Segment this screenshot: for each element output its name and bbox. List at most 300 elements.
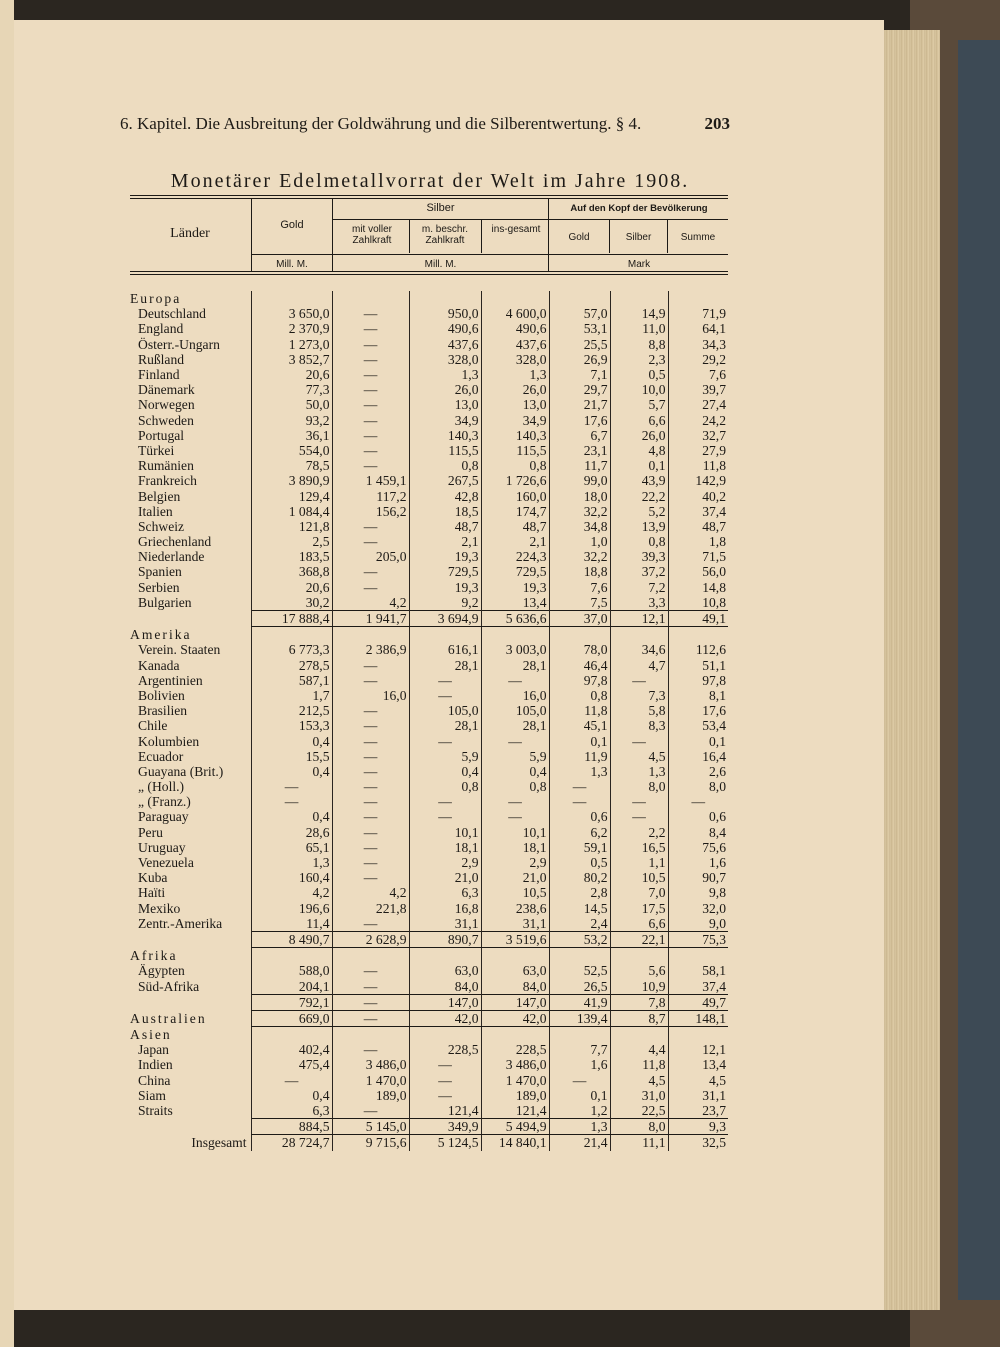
value-cell: 28 724,7 [251, 1135, 332, 1151]
value-cell: 32,2 [549, 549, 610, 564]
value-cell [332, 948, 409, 964]
value-cell: 0,5 [610, 367, 668, 382]
value-cell: — [332, 963, 409, 978]
running-head-text: 6. Kapitel. Die Ausbreitung der Goldwährung und die Silberentwertung. § 4. [120, 114, 642, 133]
running-head [120, 114, 730, 134]
value-cell: — [481, 673, 549, 688]
value-cell: — [549, 794, 610, 809]
country-name: Zentr.-Amerika [138, 916, 223, 932]
value-cell: 18,1 [481, 840, 549, 855]
table-row [130, 1057, 728, 1072]
header-silber: Silber [426, 202, 455, 214]
country-name: England [138, 321, 184, 337]
value-cell: 97,8 [549, 673, 610, 688]
table-row [130, 703, 728, 718]
country-name: Insgesamt [191, 1135, 247, 1151]
value-cell: 221,8 [332, 901, 409, 916]
value-cell: 4,4 [610, 1042, 668, 1057]
table-row [130, 840, 728, 855]
value-cell: 224,3 [481, 549, 549, 564]
value-cell [610, 291, 668, 306]
value-cell: — [332, 306, 409, 321]
table-row [130, 580, 728, 595]
value-cell: 28,6 [251, 825, 332, 840]
country-name: Bulgarien [138, 595, 192, 611]
header-kopf: Auf den Kopf der Bevölkerung [570, 203, 708, 214]
value-cell: 7,1 [549, 367, 610, 382]
value-cell: 37,2 [610, 564, 668, 579]
value-cell [481, 627, 549, 643]
value-cell: 8,7 [610, 1010, 668, 1026]
value-cell: 2,1 [409, 534, 481, 549]
value-cell [668, 1027, 728, 1043]
value-cell: 6,6 [610, 413, 668, 428]
value-cell: 14 840,1 [481, 1135, 549, 1151]
value-cell: — [481, 794, 549, 809]
value-cell: 5,7 [610, 397, 668, 412]
table-row [130, 397, 728, 412]
value-cell: 7,0 [610, 885, 668, 900]
table-row [130, 337, 728, 352]
country-name: Spanien [138, 564, 182, 580]
value-cell: 63,0 [481, 963, 549, 978]
value-cell: 18,1 [409, 840, 481, 855]
value-cell [409, 948, 481, 964]
value-cell: 7,3 [610, 688, 668, 703]
country-name: Norwegen [138, 397, 195, 413]
value-cell: 49,7 [668, 994, 728, 1010]
value-cell: 0,6 [549, 809, 610, 824]
table-row [130, 642, 728, 657]
table-row [130, 413, 728, 428]
value-cell: 587,1 [251, 673, 332, 688]
value-cell: 13,4 [668, 1057, 728, 1072]
header-rule-bottom [130, 271, 728, 272]
country-name: Argentinien [138, 672, 203, 688]
value-cell: 26,0 [610, 428, 668, 443]
value-cell: 8,1 [668, 688, 728, 703]
table-row [130, 1010, 728, 1026]
region-name: Afrika [130, 947, 178, 963]
value-cell: 1 470,0 [332, 1073, 409, 1088]
value-cell: 0,4 [251, 809, 332, 824]
value-cell [409, 1027, 481, 1043]
value-cell: 0,8 [481, 458, 549, 473]
header-unit-kopf: Mark [627, 259, 651, 270]
value-cell: 3 003,0 [481, 642, 549, 657]
value-cell: 1,3 [481, 367, 549, 382]
country-name: Verein. Staaten [138, 642, 221, 658]
table-title: Monetärer Edelmetallvorrat der Welt im Jahre 1908. [170, 170, 690, 192]
value-cell [610, 948, 668, 964]
value-cell [251, 291, 332, 306]
value-cell: — [332, 382, 409, 397]
value-cell [481, 948, 549, 964]
value-cell: — [332, 764, 409, 779]
value-cell: 160,0 [481, 488, 549, 503]
value-cell [409, 291, 481, 306]
value-cell: — [332, 749, 409, 764]
value-cell: — [332, 1042, 409, 1057]
value-cell: 0,8 [409, 779, 481, 794]
value-cell: — [409, 673, 481, 688]
value-cell: 30,2 [251, 595, 332, 611]
region-row [130, 948, 728, 964]
value-cell: 32,7 [668, 428, 728, 443]
country-name: „ (Franz.) [138, 794, 191, 810]
value-cell: 2,9 [481, 855, 549, 870]
value-cell: 5 636,6 [481, 610, 549, 626]
table-row [130, 382, 728, 397]
page-stack-edge [880, 30, 940, 1310]
table-row [130, 352, 728, 367]
value-cell: 205,0 [332, 549, 409, 564]
table-row [130, 733, 728, 748]
country-name: Brasilien [138, 703, 188, 719]
value-cell: 792,1 [251, 994, 332, 1010]
value-cell: 2 370,9 [251, 321, 332, 336]
value-cell: 588,0 [251, 963, 332, 978]
value-cell: — [332, 978, 409, 994]
value-cell: 14,8 [668, 580, 728, 595]
value-cell: 1 941,7 [332, 610, 409, 626]
country-name: Portugal [138, 427, 185, 443]
country-name: Schweden [138, 412, 194, 428]
value-cell: — [332, 794, 409, 809]
value-cell: 1,3 [409, 367, 481, 382]
value-cell [549, 948, 610, 964]
value-cell: 147,0 [481, 994, 549, 1010]
value-cell: 53,2 [549, 931, 610, 947]
value-cell: 29,7 [549, 382, 610, 397]
value-cell: 93,2 [251, 413, 332, 428]
value-cell: — [332, 458, 409, 473]
country-name: Frankreich [138, 473, 197, 489]
header-kopf-gold: Gold [568, 232, 590, 243]
table-row [130, 825, 728, 840]
value-cell: 78,0 [549, 642, 610, 657]
table-row [130, 549, 728, 564]
value-cell: 3 486,0 [481, 1057, 549, 1072]
region-row [130, 1027, 728, 1043]
value-cell: 115,5 [481, 443, 549, 458]
value-cell: — [481, 733, 549, 748]
country-name: Paraguay [138, 809, 189, 825]
country-name: Ägypten [138, 963, 185, 979]
country-name: Haïti [138, 885, 166, 901]
value-cell: — [251, 794, 332, 809]
region-name: Asien [130, 1026, 172, 1042]
region-name: Amerika [130, 626, 192, 642]
value-cell: 3,3 [610, 595, 668, 611]
value-cell: 10,9 [610, 978, 668, 994]
value-cell [251, 627, 332, 643]
value-cell: 12,1 [668, 1042, 728, 1057]
value-cell: 0,1 [549, 733, 610, 748]
value-cell: 2,9 [409, 855, 481, 870]
value-cell: 18,8 [549, 564, 610, 579]
value-cell: 328,0 [409, 352, 481, 367]
country-name [130, 931, 251, 947]
value-cell: 2,2 [610, 825, 668, 840]
book-gutter [0, 0, 14, 1347]
value-cell: 2,4 [549, 916, 610, 932]
value-cell: 160,4 [251, 870, 332, 885]
value-cell: 6,7 [549, 428, 610, 443]
value-cell: 1 459,1 [332, 473, 409, 488]
value-cell: — [332, 703, 409, 718]
value-cell: 31,1 [409, 916, 481, 932]
value-cell: 90,7 [668, 870, 728, 885]
country-name: Ecuador [138, 748, 184, 764]
value-cell: 22,5 [610, 1103, 668, 1119]
value-cell: 5,9 [481, 749, 549, 764]
table-row [130, 306, 728, 321]
value-cell: 105,0 [409, 703, 481, 718]
value-cell: 11,8 [610, 1057, 668, 1072]
value-cell: 183,5 [251, 549, 332, 564]
value-cell [668, 948, 728, 964]
value-cell: 80,2 [549, 870, 610, 885]
subtotal-row [130, 610, 728, 626]
value-cell: 39,3 [610, 549, 668, 564]
subtotal-row [130, 1119, 728, 1135]
value-cell: — [332, 1010, 409, 1026]
value-cell: 9,2 [409, 595, 481, 611]
country-name: „ (Holl.) [138, 779, 185, 795]
value-cell: 7,2 [610, 580, 668, 595]
value-cell: 11,7 [549, 458, 610, 473]
value-cell: 0,4 [481, 764, 549, 779]
value-cell: 0,4 [251, 1088, 332, 1103]
value-cell: 368,8 [251, 564, 332, 579]
country-name: Schweiz [138, 518, 185, 534]
country-name: Griechenland [138, 534, 212, 550]
value-cell: 8,0 [668, 779, 728, 794]
value-cell: — [409, 809, 481, 824]
value-cell: 1,7 [251, 688, 332, 703]
value-cell: 97,8 [668, 673, 728, 688]
value-cell [251, 1027, 332, 1043]
value-cell: 0,4 [409, 764, 481, 779]
value-cell: 12,1 [610, 610, 668, 626]
value-cell: 1,3 [251, 855, 332, 870]
value-cell: 5,6 [610, 963, 668, 978]
value-cell: — [409, 1073, 481, 1088]
value-cell: 11,0 [610, 321, 668, 336]
value-cell [610, 1027, 668, 1043]
value-cell: 8,0 [610, 1119, 668, 1135]
value-cell: 26,9 [549, 352, 610, 367]
value-cell: 2 628,9 [332, 931, 409, 947]
value-cell: 5 124,5 [409, 1135, 481, 1151]
value-cell: 3 650,0 [251, 306, 332, 321]
country-name: Chile [138, 718, 168, 734]
value-cell: 13,9 [610, 519, 668, 534]
value-cell: 18,0 [549, 488, 610, 503]
value-cell: 37,4 [668, 978, 728, 994]
value-cell: 20,6 [251, 367, 332, 382]
value-cell: 37,0 [549, 610, 610, 626]
value-cell: 16,0 [332, 688, 409, 703]
value-cell: 121,8 [251, 519, 332, 534]
value-cell: 48,7 [481, 519, 549, 534]
table-row [130, 794, 728, 809]
value-cell: 27,9 [668, 443, 728, 458]
table-row [130, 779, 728, 794]
value-cell: 2,1 [481, 534, 549, 549]
table-row [130, 658, 728, 673]
value-cell: 71,5 [668, 549, 728, 564]
value-cell: 46,4 [549, 658, 610, 673]
value-cell: 139,4 [549, 1010, 610, 1026]
value-cell: 16,8 [409, 901, 481, 916]
value-cell: 1 726,6 [481, 473, 549, 488]
value-cell: 26,0 [409, 382, 481, 397]
value-cell: 41,9 [549, 994, 610, 1010]
value-cell: 4,2 [332, 595, 409, 611]
table-row [130, 443, 728, 458]
value-cell: 4,5 [610, 1073, 668, 1088]
value-cell: 17,5 [610, 901, 668, 916]
value-cell: 43,9 [610, 473, 668, 488]
table-row [130, 564, 728, 579]
value-cell: 11,8 [549, 703, 610, 718]
value-cell: 278,5 [251, 658, 332, 673]
value-cell: 27,4 [668, 397, 728, 412]
value-cell: 4,7 [610, 658, 668, 673]
value-cell: 34,9 [409, 413, 481, 428]
value-cell: — [610, 809, 668, 824]
value-cell: — [332, 855, 409, 870]
table-row [130, 764, 728, 779]
table-row [130, 809, 728, 824]
value-cell: 140,3 [481, 428, 549, 443]
value-cell: 19,3 [481, 580, 549, 595]
value-cell: 22,2 [610, 488, 668, 503]
value-cell: 16,5 [610, 840, 668, 855]
value-cell: 1,6 [668, 855, 728, 870]
value-cell: 189,0 [481, 1088, 549, 1103]
header-gold: Gold [280, 219, 304, 231]
value-cell: 10,1 [481, 825, 549, 840]
value-cell: 17,6 [549, 413, 610, 428]
value-cell: — [332, 352, 409, 367]
country-name: Österr.-Ungarn [138, 336, 220, 352]
header-silber-gesamt: ins-gesamt [491, 224, 541, 235]
value-cell: 5,8 [610, 703, 668, 718]
table-row [130, 749, 728, 764]
table-row [130, 718, 728, 733]
value-cell: 34,3 [668, 337, 728, 352]
value-cell: 1,6 [549, 1057, 610, 1072]
value-cell: 50,0 [251, 397, 332, 412]
value-cell: — [332, 337, 409, 352]
value-cell: 4,5 [668, 1073, 728, 1088]
table-row [130, 504, 728, 519]
value-cell: — [332, 809, 409, 824]
value-cell: 9,8 [668, 885, 728, 900]
value-cell: 39,7 [668, 382, 728, 397]
value-cell: — [332, 443, 409, 458]
value-cell: 49,1 [668, 610, 728, 626]
value-cell: 36,1 [251, 428, 332, 443]
value-cell: 204,1 [251, 978, 332, 994]
value-cell: 4,2 [332, 885, 409, 900]
value-cell: 17 888,4 [251, 610, 332, 626]
value-cell: 884,5 [251, 1119, 332, 1135]
value-cell: 490,6 [409, 321, 481, 336]
value-cell: 57,0 [549, 306, 610, 321]
value-cell: 48,7 [668, 519, 728, 534]
value-cell: 0,5 [549, 855, 610, 870]
value-cell: 950,0 [409, 306, 481, 321]
table-body [130, 291, 728, 1151]
value-cell: 228,5 [409, 1042, 481, 1057]
value-cell: 21,7 [549, 397, 610, 412]
value-cell: 19,3 [409, 580, 481, 595]
value-cell: 31,1 [668, 1088, 728, 1103]
value-cell: 3 486,0 [332, 1057, 409, 1072]
value-cell: — [610, 673, 668, 688]
table-row [130, 855, 728, 870]
table-row [130, 688, 728, 703]
value-cell: — [332, 673, 409, 688]
country-name: Guayana (Brit.) [138, 763, 224, 779]
value-cell: 437,6 [481, 337, 549, 352]
table-row [130, 1073, 728, 1088]
value-cell: 8,8 [610, 337, 668, 352]
value-cell: 18,5 [409, 504, 481, 519]
value-cell: — [332, 840, 409, 855]
value-cell: — [332, 825, 409, 840]
value-cell: 9,0 [668, 916, 728, 932]
value-cell: 8 490,7 [251, 931, 332, 947]
value-cell: — [332, 580, 409, 595]
value-cell: 63,0 [409, 963, 481, 978]
value-cell: 6 773,3 [251, 642, 332, 657]
country-name: Belgien [138, 488, 181, 504]
value-cell: 11,9 [549, 749, 610, 764]
value-cell: 7,8 [610, 994, 668, 1010]
country-name: Serbien [138, 579, 180, 595]
value-cell: 2,3 [610, 352, 668, 367]
value-cell: 24,2 [668, 413, 728, 428]
value-cell: 84,0 [409, 978, 481, 994]
region-name: Australien [130, 1010, 207, 1026]
value-cell: 616,1 [409, 642, 481, 657]
value-cell: 52,5 [549, 963, 610, 978]
table-row [130, 458, 728, 473]
value-cell: 156,2 [332, 504, 409, 519]
country-name: Kolumbien [138, 733, 200, 749]
value-cell: — [332, 519, 409, 534]
value-cell: 32,0 [668, 901, 728, 916]
value-cell [668, 627, 728, 643]
value-cell: 77,3 [251, 382, 332, 397]
header-unit-silber: Mill. M. [424, 259, 457, 270]
table-row [130, 534, 728, 549]
header-rule-top [130, 195, 728, 196]
value-cell: — [332, 428, 409, 443]
value-cell: 21,4 [549, 1135, 610, 1151]
value-cell: 8,4 [668, 825, 728, 840]
table-row [130, 428, 728, 443]
header-unit-gold: Mill. M. [276, 259, 308, 270]
value-cell: 29,2 [668, 352, 728, 367]
value-cell: 7,6 [668, 367, 728, 382]
total-row [130, 1135, 728, 1151]
